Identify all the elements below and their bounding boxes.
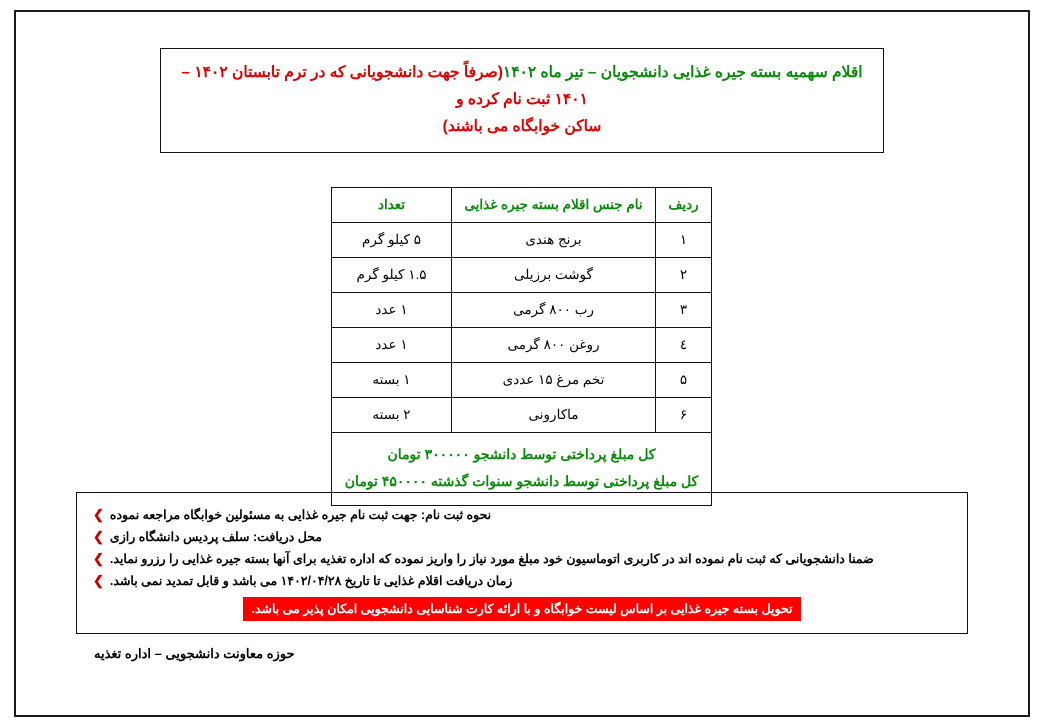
table-row — [332, 328, 712, 363]
cell-row-number: ۲ — [656, 258, 712, 293]
cell-quantity: ۵ کیلو گرم — [332, 223, 452, 258]
column-header-quantity: تعداد — [332, 188, 452, 223]
cell-item-name: روغن ۸۰۰ گرمی — [452, 328, 656, 363]
cell-item-name: گوشت برزیلی — [452, 258, 656, 293]
column-header-item-name: نام جنس اقلام بسته جیره غذایی — [452, 188, 656, 223]
chevron-bullet-icon: ❯ — [93, 507, 104, 522]
note-item-highlighted — [93, 597, 951, 621]
total-paid-current: کل مبلغ پرداختی توسط دانشجو ۳۰۰۰۰۰ تومان — [387, 446, 656, 463]
note-text: ضمنا دانشجویانی که ثبت نام نموده اند در کاربری اتوماسیون خود مبلغ مورد نیاز را واریز نموده که اداره تغذیه برای آنها بسته جیره غذایی را رزرو نماید. — [109, 552, 874, 566]
note-text: نحوه ثبت نام: جهت ثبت نام جیره غذایی به مسئولین خوابگاه مراجعه نموده — [109, 508, 492, 522]
table-row — [332, 223, 712, 258]
table-head — [332, 188, 712, 223]
chevron-bullet-icon: ❯ — [93, 551, 104, 566]
note-text-highlighted: تحویل بسته جیره غذایی بر اساس لیست خوابگاه و با ارائه کارت شناسایی دانشجویی امکان پذیر می باشد. — [243, 597, 800, 621]
document-content — [14, 14, 1030, 713]
chevron-bullet-icon: ❯ — [93, 573, 104, 588]
title-green-text: اقلام سهمیه بسته جیره غذایی دانشجویان – تیر ماه ۱۴۰۲ — [502, 64, 863, 81]
note-item — [93, 571, 951, 591]
items-table-wrapper — [332, 187, 712, 505]
cell-row-number: ۶ — [656, 398, 712, 433]
cell-quantity: ۲ بسته — [332, 398, 452, 433]
note-item — [93, 527, 951, 547]
chevron-bullet-icon: ❯ — [93, 529, 104, 544]
notes-box — [76, 492, 968, 634]
title-red-text-2: ساکن خوابگاه می باشند) — [442, 118, 602, 136]
column-header-row-number: ردیف — [656, 188, 712, 223]
title-red-text: (صرفاً جهت دانشجویانی که در ترم تابستان ۱۴۰۲ – ۱۴۰۱ ثبت نام کرده و — [181, 64, 588, 109]
cell-item-name: رب ۸۰۰ گرمی — [452, 293, 656, 328]
cell-item-name: تخم مرغ ۱۵ عددی — [452, 363, 656, 398]
table-row — [332, 398, 712, 433]
note-text: زمان دریافت اقلام غذایی تا تاریخ ۱۴۰۲/۰۴/۲۸ می باشد و قابل تمدید نمی باشد. — [109, 574, 513, 588]
note-item — [93, 549, 951, 569]
title-line-2 — [175, 113, 869, 140]
title-banner — [160, 48, 884, 153]
cell-row-number: ۱ — [656, 223, 712, 258]
table-row — [332, 258, 712, 293]
cell-quantity: ۱ عدد — [332, 293, 452, 328]
total-paid-previous-years: کل مبلغ پرداختی توسط دانشجو سنوات گذشته ۴۵۰۰۰۰ تومان — [344, 472, 699, 489]
cell-item-name: ماکارونی — [452, 398, 656, 433]
cell-quantity: ۱.۵ کیلو گرم — [332, 258, 452, 293]
cell-quantity: ۱ عدد — [332, 328, 452, 363]
title-line-1 — [175, 59, 869, 113]
note-item — [93, 505, 951, 525]
cell-row-number: ۳ — [656, 293, 712, 328]
cell-row-number: ۵ — [656, 363, 712, 398]
document-signature: حوزه معاونت دانشجویی – اداره تغذیه — [94, 646, 295, 661]
table-row — [332, 293, 712, 328]
table-row — [332, 363, 712, 398]
table-body — [332, 223, 712, 505]
note-text: محل دریافت: سلف پردیس دانشگاه رازی — [109, 530, 322, 544]
table-header-row — [332, 188, 712, 223]
cell-row-number: ٤ — [656, 328, 712, 363]
items-table — [331, 187, 712, 505]
cell-item-name: برنج هندی — [452, 223, 656, 258]
cell-quantity: ۱ بسته — [332, 363, 452, 398]
